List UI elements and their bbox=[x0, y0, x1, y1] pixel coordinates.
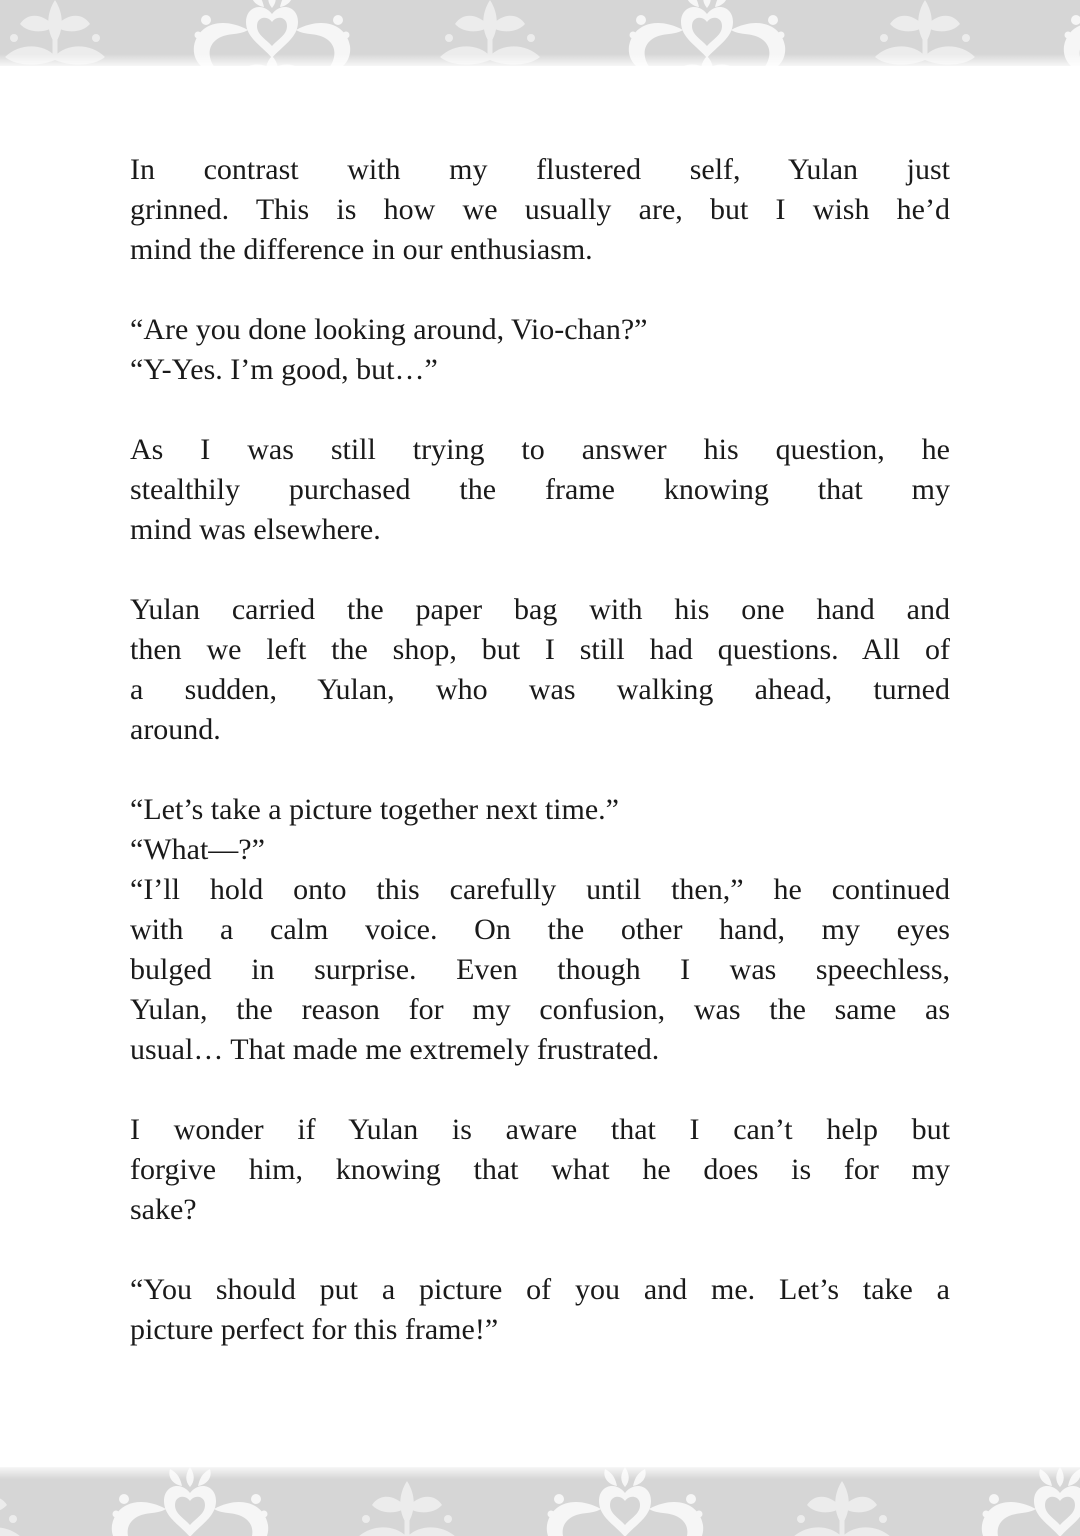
text-line: “Let’s take a picture together next time.” bbox=[130, 793, 619, 826]
text-line: “What—?” bbox=[130, 833, 265, 866]
paragraph bbox=[130, 150, 950, 270]
text-line: mind the difference in our enthusiasm. bbox=[130, 233, 593, 266]
text-line: grinned. This is how we usually are, but I wish he’d bbox=[130, 193, 950, 226]
paragraph bbox=[130, 1270, 950, 1350]
text-line: “You should put a picture of you and me. Let’s take a bbox=[130, 1273, 950, 1306]
page-text bbox=[130, 150, 950, 1350]
paragraph bbox=[130, 1110, 950, 1230]
text-line: usual… That made me extremely frustrated. bbox=[130, 1033, 660, 1066]
text-line: In contrast with my flustered self, Yulan just bbox=[130, 153, 950, 186]
text-line: bulged in surprise. Even though I was speechless, bbox=[130, 953, 950, 986]
text-line: “I’ll hold onto this carefully until then,” he continued bbox=[130, 873, 950, 906]
text-line: then we left the shop, but I still had questions. All of bbox=[130, 633, 950, 666]
paragraph bbox=[130, 790, 950, 1070]
text-line: stealthily purchased the frame knowing that my bbox=[130, 473, 950, 506]
text-line: forgive him, knowing that what he does is for my bbox=[130, 1153, 950, 1186]
text-line: picture perfect for this frame!” bbox=[130, 1313, 499, 1346]
text-line: As I was still trying to answer his question, he bbox=[130, 433, 950, 466]
text-line: sake? bbox=[130, 1193, 197, 1226]
text-line: around. bbox=[130, 713, 221, 746]
text-line: Yulan carried the paper bag with his one hand and bbox=[130, 593, 950, 626]
text-line: I wonder if Yulan is aware that I can’t help but bbox=[130, 1113, 950, 1146]
paragraph bbox=[130, 590, 950, 750]
damask-border-top-pattern bbox=[0, 0, 1080, 66]
text-line: “Are you done looking around, Vio-chan?” bbox=[130, 313, 648, 346]
text-line: with a calm voice. On the other hand, my eyes bbox=[130, 913, 950, 946]
text-line: Yulan, the reason for my confusion, was the same as bbox=[130, 993, 950, 1026]
text-line: “Y-Yes. I’m good, but…” bbox=[130, 353, 438, 386]
damask-border-bottom-pattern bbox=[0, 1467, 1080, 1536]
paragraph bbox=[130, 430, 950, 550]
text-line: mind was elsewhere. bbox=[130, 513, 381, 546]
paragraph bbox=[130, 310, 950, 390]
text-line: a sudden, Yulan, who was walking ahead, turned bbox=[130, 673, 950, 706]
damask-border-top bbox=[0, 0, 1080, 66]
damask-border-bottom bbox=[0, 1467, 1080, 1536]
